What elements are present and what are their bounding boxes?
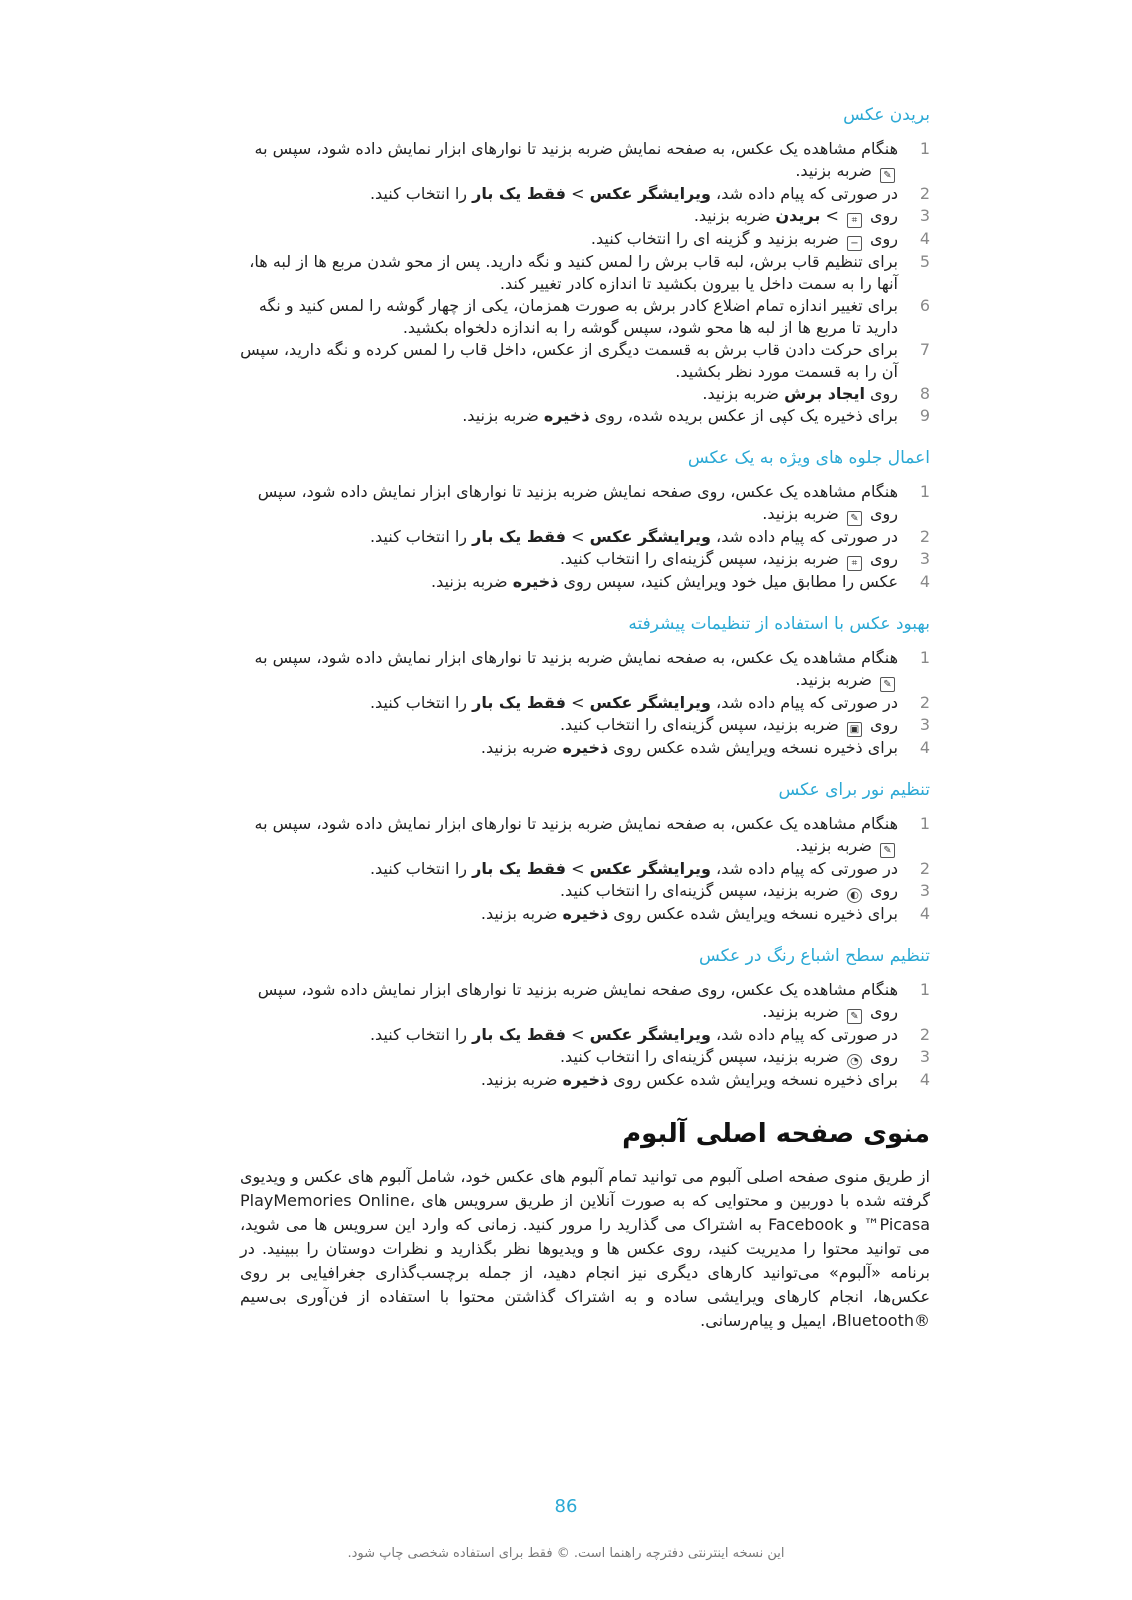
inline-tool-icon: ⌗ bbox=[847, 213, 862, 228]
bold-term: ذخیره bbox=[543, 406, 590, 425]
step-text: روی − ضربه بزنید و گزینه ای را انتخاب کنید. bbox=[590, 229, 898, 249]
step-item bbox=[240, 481, 930, 526]
section-title: اعمال جلوه های ویژه به یک عکس bbox=[687, 448, 930, 468]
bold-term: ویرایشگر عکس bbox=[589, 184, 711, 203]
footer-note: این نسخه اینترنتی دفترچه راهنما است. © فقط برای استفاده شخصی چاپ شود. bbox=[347, 1546, 785, 1561]
step-item bbox=[240, 405, 930, 427]
sections-container bbox=[240, 104, 930, 1091]
steps-list bbox=[240, 979, 930, 1091]
bold-term: ویرایشگر عکس bbox=[589, 859, 711, 878]
step-text: برای تنظیم قاب برش، لبه قاب برش را لمس کنید و نگه دارید. پس از محو شدن مربع ها از لبه ها، آنها را به سمت داخل یا بیرون بکشید تا اندازه کادر تغییر کند. bbox=[249, 252, 898, 293]
step-item bbox=[240, 251, 930, 295]
inline-tool-icon: ✎ bbox=[847, 1009, 862, 1024]
bold-term: بریدن bbox=[775, 206, 821, 225]
section-title: بریدن عکس bbox=[843, 105, 930, 125]
step-number: 4 bbox=[919, 1070, 930, 1089]
step-item bbox=[240, 183, 930, 205]
step-item bbox=[240, 692, 930, 714]
step-number: 1 bbox=[919, 648, 930, 667]
step-item bbox=[240, 339, 930, 383]
step-item bbox=[240, 295, 930, 339]
page-number: 86 bbox=[554, 1496, 578, 1517]
step-item bbox=[240, 1024, 930, 1046]
step-item bbox=[240, 813, 930, 858]
step-item bbox=[240, 903, 930, 925]
instruction-section bbox=[240, 447, 930, 593]
step-number: 9 bbox=[919, 406, 930, 425]
step-item bbox=[240, 548, 930, 571]
step-text: در صورتی که پیام داده شد، ویرایشگر عکس > فقط یک بار را انتخاب کنید. bbox=[369, 184, 898, 203]
step-item bbox=[240, 880, 930, 903]
step-number: 4 bbox=[919, 572, 930, 591]
steps-list bbox=[240, 481, 930, 593]
step-number: 2 bbox=[919, 859, 930, 878]
instruction-section bbox=[240, 779, 930, 925]
bold-term: فقط یک بار bbox=[472, 1025, 567, 1044]
step-item bbox=[240, 383, 930, 405]
album-home-menu-paragraph: از طریق منوی صفحه اصلی آلبوم می توانید تمام آلبوم های عکس خود، شامل آلبوم های عکس و ویدیوی گرفته شده با دوربین و محتوایی که به صورت آنلاین از طریق سرویس های PlayMemories Online، ™Picasa و Facebook به اشتراک می گذارید را مرور کنید. زمانی که وارد این سرویس ها می شوید، می توانید محتوا را مدیریت کنید، روی عکس ها و ویدیوها نظر بگذارید و نظرات دوستان را ببینید. در برنامه «آلبوم» می‌توانید کارهای دیگری نیز انجام دهید، از جمله برچسب‌گذاری جغرافیایی بر روی عکس‌ها، انجام کارهای ویرایشی ساده و به اشتراک گذاشتن محتوا با استفاده از فن‌آوری بی‌سیم ®Bluetooth، ایمیل و پیام‌رسانی. bbox=[240, 1167, 931, 1330]
step-text: برای ذخیره نسخه ویرایش شده عکس روی ذخیره ضربه بزنید. bbox=[480, 1070, 898, 1089]
step-text: هنگام مشاهده یک عکس، به صفحه نمایش ضربه بزنید تا نوارهای ابزار نمایش داده شود، سپس به ✎ ضربه بزنید. bbox=[254, 139, 898, 181]
inline-tool-icon: ▣ bbox=[847, 722, 862, 737]
step-number: 2 bbox=[919, 527, 930, 546]
step-text: برای ذخیره نسخه ویرایش شده عکس روی ذخیره ضربه بزنید. bbox=[480, 738, 898, 757]
step-number: 3 bbox=[919, 881, 930, 900]
step-number: 4 bbox=[919, 738, 930, 757]
step-text: برای حرکت دادن قاب برش به قسمت دیگری از عکس، داخل قاب را لمس کرده و نگه دارید، سپس آن را به قسمت مورد نظر بکشید. bbox=[240, 340, 898, 381]
step-item bbox=[240, 571, 930, 593]
step-item bbox=[240, 1069, 930, 1091]
bold-term: فقط یک بار bbox=[472, 527, 567, 546]
step-text: در صورتی که پیام داده شد، ویرایشگر عکس > فقط یک بار را انتخاب کنید. bbox=[369, 859, 898, 878]
step-item bbox=[240, 205, 930, 228]
step-item bbox=[240, 714, 930, 737]
step-number: 6 bbox=[919, 296, 930, 315]
bold-term: ایجاد برش bbox=[784, 384, 865, 403]
step-item bbox=[240, 858, 930, 880]
inline-tool-icon: ⌗ bbox=[847, 556, 862, 571]
step-number: 3 bbox=[919, 715, 930, 734]
step-item bbox=[240, 138, 930, 183]
bold-term: ویرایشگر عکس bbox=[589, 693, 711, 712]
inline-tool-icon: ◔ bbox=[847, 1054, 862, 1069]
step-text: روی ▣ ضربه بزنید، سپس گزینه‌ای را انتخاب کنید. bbox=[559, 715, 898, 735]
step-text: عکس را مطابق میل خود ویرایش کنید، سپس روی ذخیره ضربه بزنید. bbox=[431, 572, 898, 591]
inline-tool-icon: − bbox=[847, 236, 862, 251]
step-text: روی ایجاد برش ضربه بزنید. bbox=[702, 384, 898, 403]
step-number: 1 bbox=[919, 139, 930, 158]
step-item bbox=[240, 979, 930, 1024]
inline-tool-icon: ✎ bbox=[847, 511, 862, 526]
section-title: تنظیم نور برای عکس bbox=[778, 780, 930, 800]
inline-tool-icon: ✎ bbox=[880, 168, 895, 183]
section-title: بهبود عکس با استفاده از تنظیمات پیشرفته bbox=[628, 614, 930, 634]
step-item bbox=[240, 737, 930, 759]
inline-tool-icon: ✎ bbox=[880, 677, 895, 692]
step-text: در صورتی که پیام داده شد، ویرایشگر عکس > فقط یک بار را انتخاب کنید. bbox=[369, 1025, 898, 1044]
step-number: 1 bbox=[919, 482, 930, 501]
bold-term: ویرایشگر عکس bbox=[589, 1025, 711, 1044]
step-text: در صورتی که پیام داده شد، ویرایشگر عکس > فقط یک بار را انتخاب کنید. bbox=[369, 693, 898, 712]
step-text: هنگام مشاهده یک عکس، به صفحه نمایش ضربه بزنید تا نوارهای ابزار نمایش داده شود، سپس به ✎ ضربه بزنید. bbox=[254, 648, 898, 690]
step-number: 3 bbox=[919, 549, 930, 568]
step-text: روی ◔ ضربه بزنید، سپس گزینه‌ای را انتخاب کنید. bbox=[559, 1047, 898, 1067]
bold-term: فقط یک بار bbox=[472, 693, 567, 712]
step-number: 8 bbox=[919, 384, 930, 403]
steps-list bbox=[240, 813, 930, 925]
step-number: 3 bbox=[919, 1047, 930, 1066]
step-item bbox=[240, 526, 930, 548]
steps-list bbox=[240, 647, 930, 759]
inline-tool-icon: ✎ bbox=[880, 843, 895, 858]
document-page bbox=[240, 104, 930, 1333]
step-number: 1 bbox=[919, 980, 930, 999]
step-number: 1 bbox=[919, 814, 930, 833]
step-text: روی ◐ ضربه بزنید، سپس گزینه‌ای را انتخاب کنید. bbox=[559, 881, 898, 901]
instruction-section bbox=[240, 945, 930, 1091]
step-number: 2 bbox=[919, 184, 930, 203]
step-number: 4 bbox=[919, 904, 930, 923]
step-text: هنگام مشاهده یک عکس، به صفحه نمایش ضربه بزنید تا نوارهای ابزار نمایش داده شود، سپس به ✎ ضربه بزنید. bbox=[254, 814, 898, 856]
instruction-section bbox=[240, 613, 930, 759]
step-number: 3 bbox=[919, 206, 930, 225]
step-number: 2 bbox=[919, 1025, 930, 1044]
bold-term: ویرایشگر عکس bbox=[589, 527, 711, 546]
step-number: 5 bbox=[919, 252, 930, 271]
inline-tool-icon: ◐ bbox=[847, 888, 862, 903]
step-item bbox=[240, 1046, 930, 1069]
step-text: هنگام مشاهده یک عکس، روی صفحه نمایش ضربه بزنید تا نوارهای ابزار نمایش داده شود، سپس روی ✎ ضربه بزنید. bbox=[257, 482, 898, 524]
instruction-section bbox=[240, 104, 930, 427]
step-text: هنگام مشاهده یک عکس، روی صفحه نمایش ضربه بزنید تا نوارهای ابزار نمایش داده شود، سپس روی ✎ ضربه بزنید. bbox=[257, 980, 898, 1022]
step-text: برای تغییر اندازه تمام اضلاع کادر برش به صورت همزمان، یکی از چهار گوشه را لمس کنید و نگه دارید تا مربع ها از لبه ها محو شود، سپس گوشه را به اندازه دلخواه بکشید. bbox=[258, 296, 898, 337]
bold-term: ذخیره bbox=[562, 1070, 609, 1089]
step-number: 2 bbox=[919, 693, 930, 712]
bold-term: ذخیره bbox=[512, 572, 559, 591]
album-home-menu-title: منوی صفحه اصلی آلبوم bbox=[622, 1119, 930, 1149]
bold-term: فقط یک بار bbox=[472, 859, 567, 878]
step-text: روی ⌗ ضربه بزنید، سپس گزینه‌ای را انتخاب کنید. bbox=[559, 549, 898, 569]
step-number: 4 bbox=[919, 229, 930, 248]
steps-list bbox=[240, 138, 930, 427]
step-number: 7 bbox=[919, 340, 930, 359]
bold-term: فقط یک بار bbox=[472, 184, 567, 203]
step-item bbox=[240, 228, 930, 251]
bold-term: ذخیره bbox=[562, 904, 609, 923]
step-text: برای ذخیره نسخه ویرایش شده عکس روی ذخیره ضربه بزنید. bbox=[480, 904, 898, 923]
step-text: برای ذخیره یک کپی از عکس بریده شده، روی ذخیره ضربه بزنید. bbox=[462, 406, 898, 425]
bold-term: ذخیره bbox=[562, 738, 609, 757]
step-text: در صورتی که پیام داده شد، ویرایشگر عکس > فقط یک بار را انتخاب کنید. bbox=[369, 527, 898, 546]
step-item bbox=[240, 647, 930, 692]
step-text: روی ⌗ > بریدن ضربه بزنید. bbox=[693, 206, 898, 226]
section-title: تنظیم سطح اشباع رنگ در عکس bbox=[699, 946, 930, 966]
